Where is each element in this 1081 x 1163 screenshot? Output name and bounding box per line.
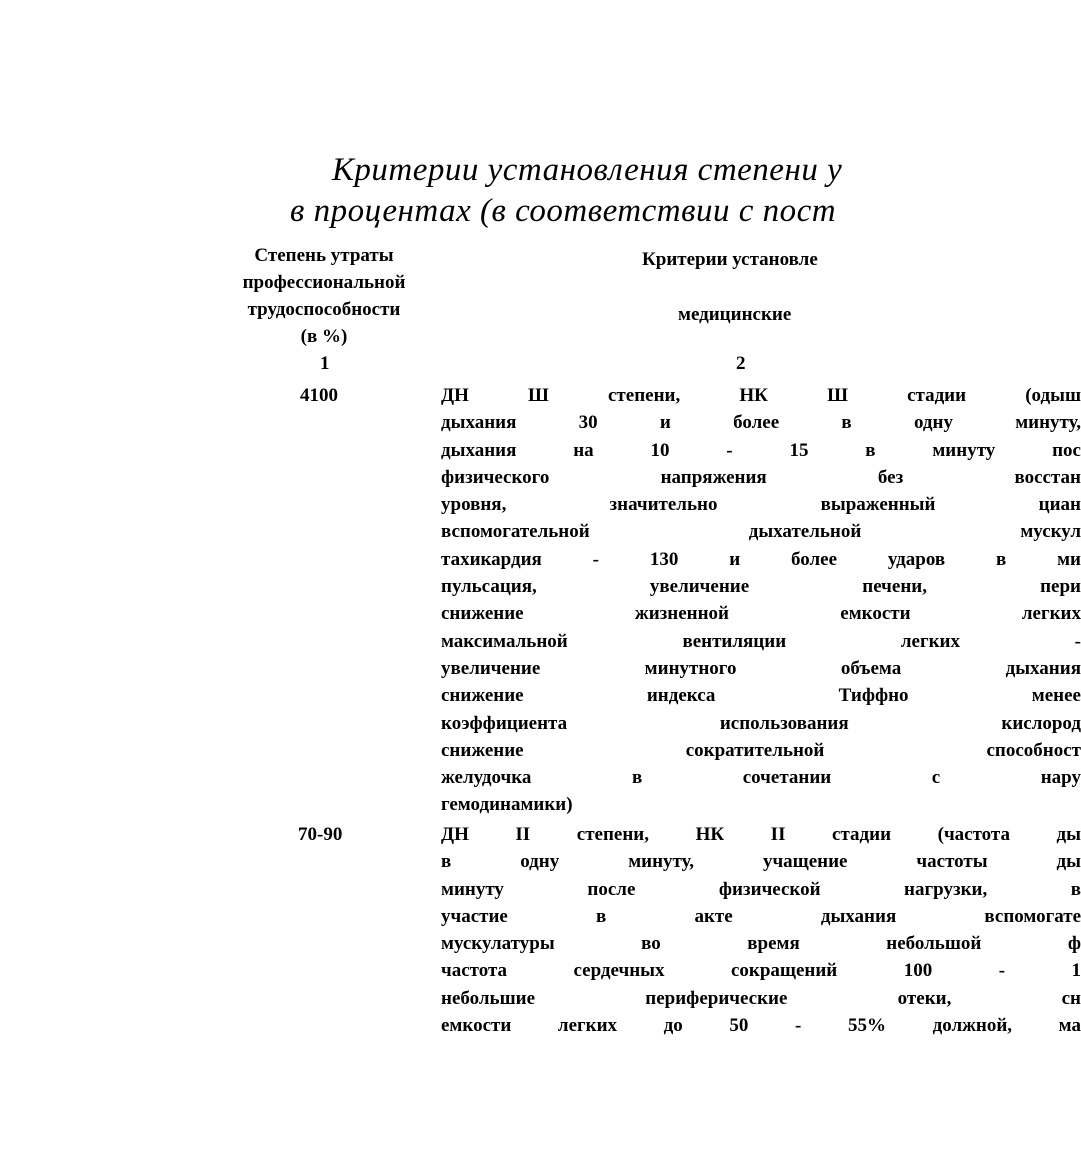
criteria-line: мускулатуры во время небольшой ф — [441, 933, 1081, 955]
column-number-1: 1 — [320, 353, 330, 374]
table-row-criteria — [441, 382, 1081, 819]
criteria-line: уровня, значительно выраженный циан — [441, 494, 1081, 516]
criteria-line: минуту после физической нагрузки, в — [441, 878, 1081, 900]
table-row-criteria — [441, 821, 1081, 1039]
column-header-degree-line: профессиональной — [242, 272, 406, 293]
column-number-2: 2 — [736, 353, 746, 374]
criteria-line: желудочка в сочетании с нару — [441, 767, 1081, 789]
criteria-line: ДН II степени, НК II стадии (частота ды — [441, 824, 1081, 845]
criteria-line: тахикардия - 130 и более ударов в ми — [441, 548, 1081, 570]
criteria-line: вспомогательной дыхательной мускул — [441, 521, 1081, 543]
column-header-degree-line: Степень утраты — [254, 245, 394, 266]
criteria-line: емкости легких до 50 - 55% должной, ма — [441, 1015, 1081, 1037]
criteria-line: пульсация, увеличение печени, пери — [441, 576, 1081, 598]
column-subheader-medical: медицинские — [678, 304, 792, 325]
column-header-degree — [224, 242, 424, 350]
table-row-degree: 70-90 — [298, 824, 343, 845]
criteria-line: снижение жизненной емкости легких — [441, 603, 1081, 625]
criteria-line: коэффициента использования кислород — [441, 712, 1081, 734]
criteria-line: физического напряжения без восстан — [441, 466, 1081, 488]
column-header-criteria: Критерии установле — [642, 249, 818, 270]
criteria-line: гемодинамики) — [441, 794, 573, 816]
criteria-line: дыхания 30 и более в одну минуту, — [441, 412, 1081, 434]
document-title-line-1: Критерии установления степени у — [332, 152, 843, 188]
criteria-line: частота сердечных сокращений 100 - 1 — [441, 960, 1081, 982]
criteria-line: небольшие периферические отеки, сн — [441, 987, 1081, 1009]
criteria-line: ДН Ш степени, НК Ш стадии (одыш — [441, 385, 1081, 406]
document-title-line-2: в процентах (в соответствии с пост — [290, 193, 837, 229]
criteria-line: дыхания на 10 - 15 в минуту пос — [441, 439, 1081, 461]
criteria-line: участие в акте дыхания вспомогате — [441, 905, 1081, 927]
column-header-degree-line: (в %) — [300, 326, 348, 347]
criteria-line: увеличение минутного объема дыхания — [441, 657, 1081, 679]
criteria-line: максимальной вентиляции легких - — [441, 630, 1081, 652]
criteria-line: снижение индекса Тиффно менее — [441, 685, 1081, 707]
column-header-degree-line: трудоспособности — [247, 299, 401, 320]
criteria-line: в одну минуту, учащение частоты ды — [441, 851, 1081, 873]
table-row-degree: 4100 — [300, 385, 338, 406]
criteria-line: снижение сократительной способност — [441, 739, 1081, 761]
